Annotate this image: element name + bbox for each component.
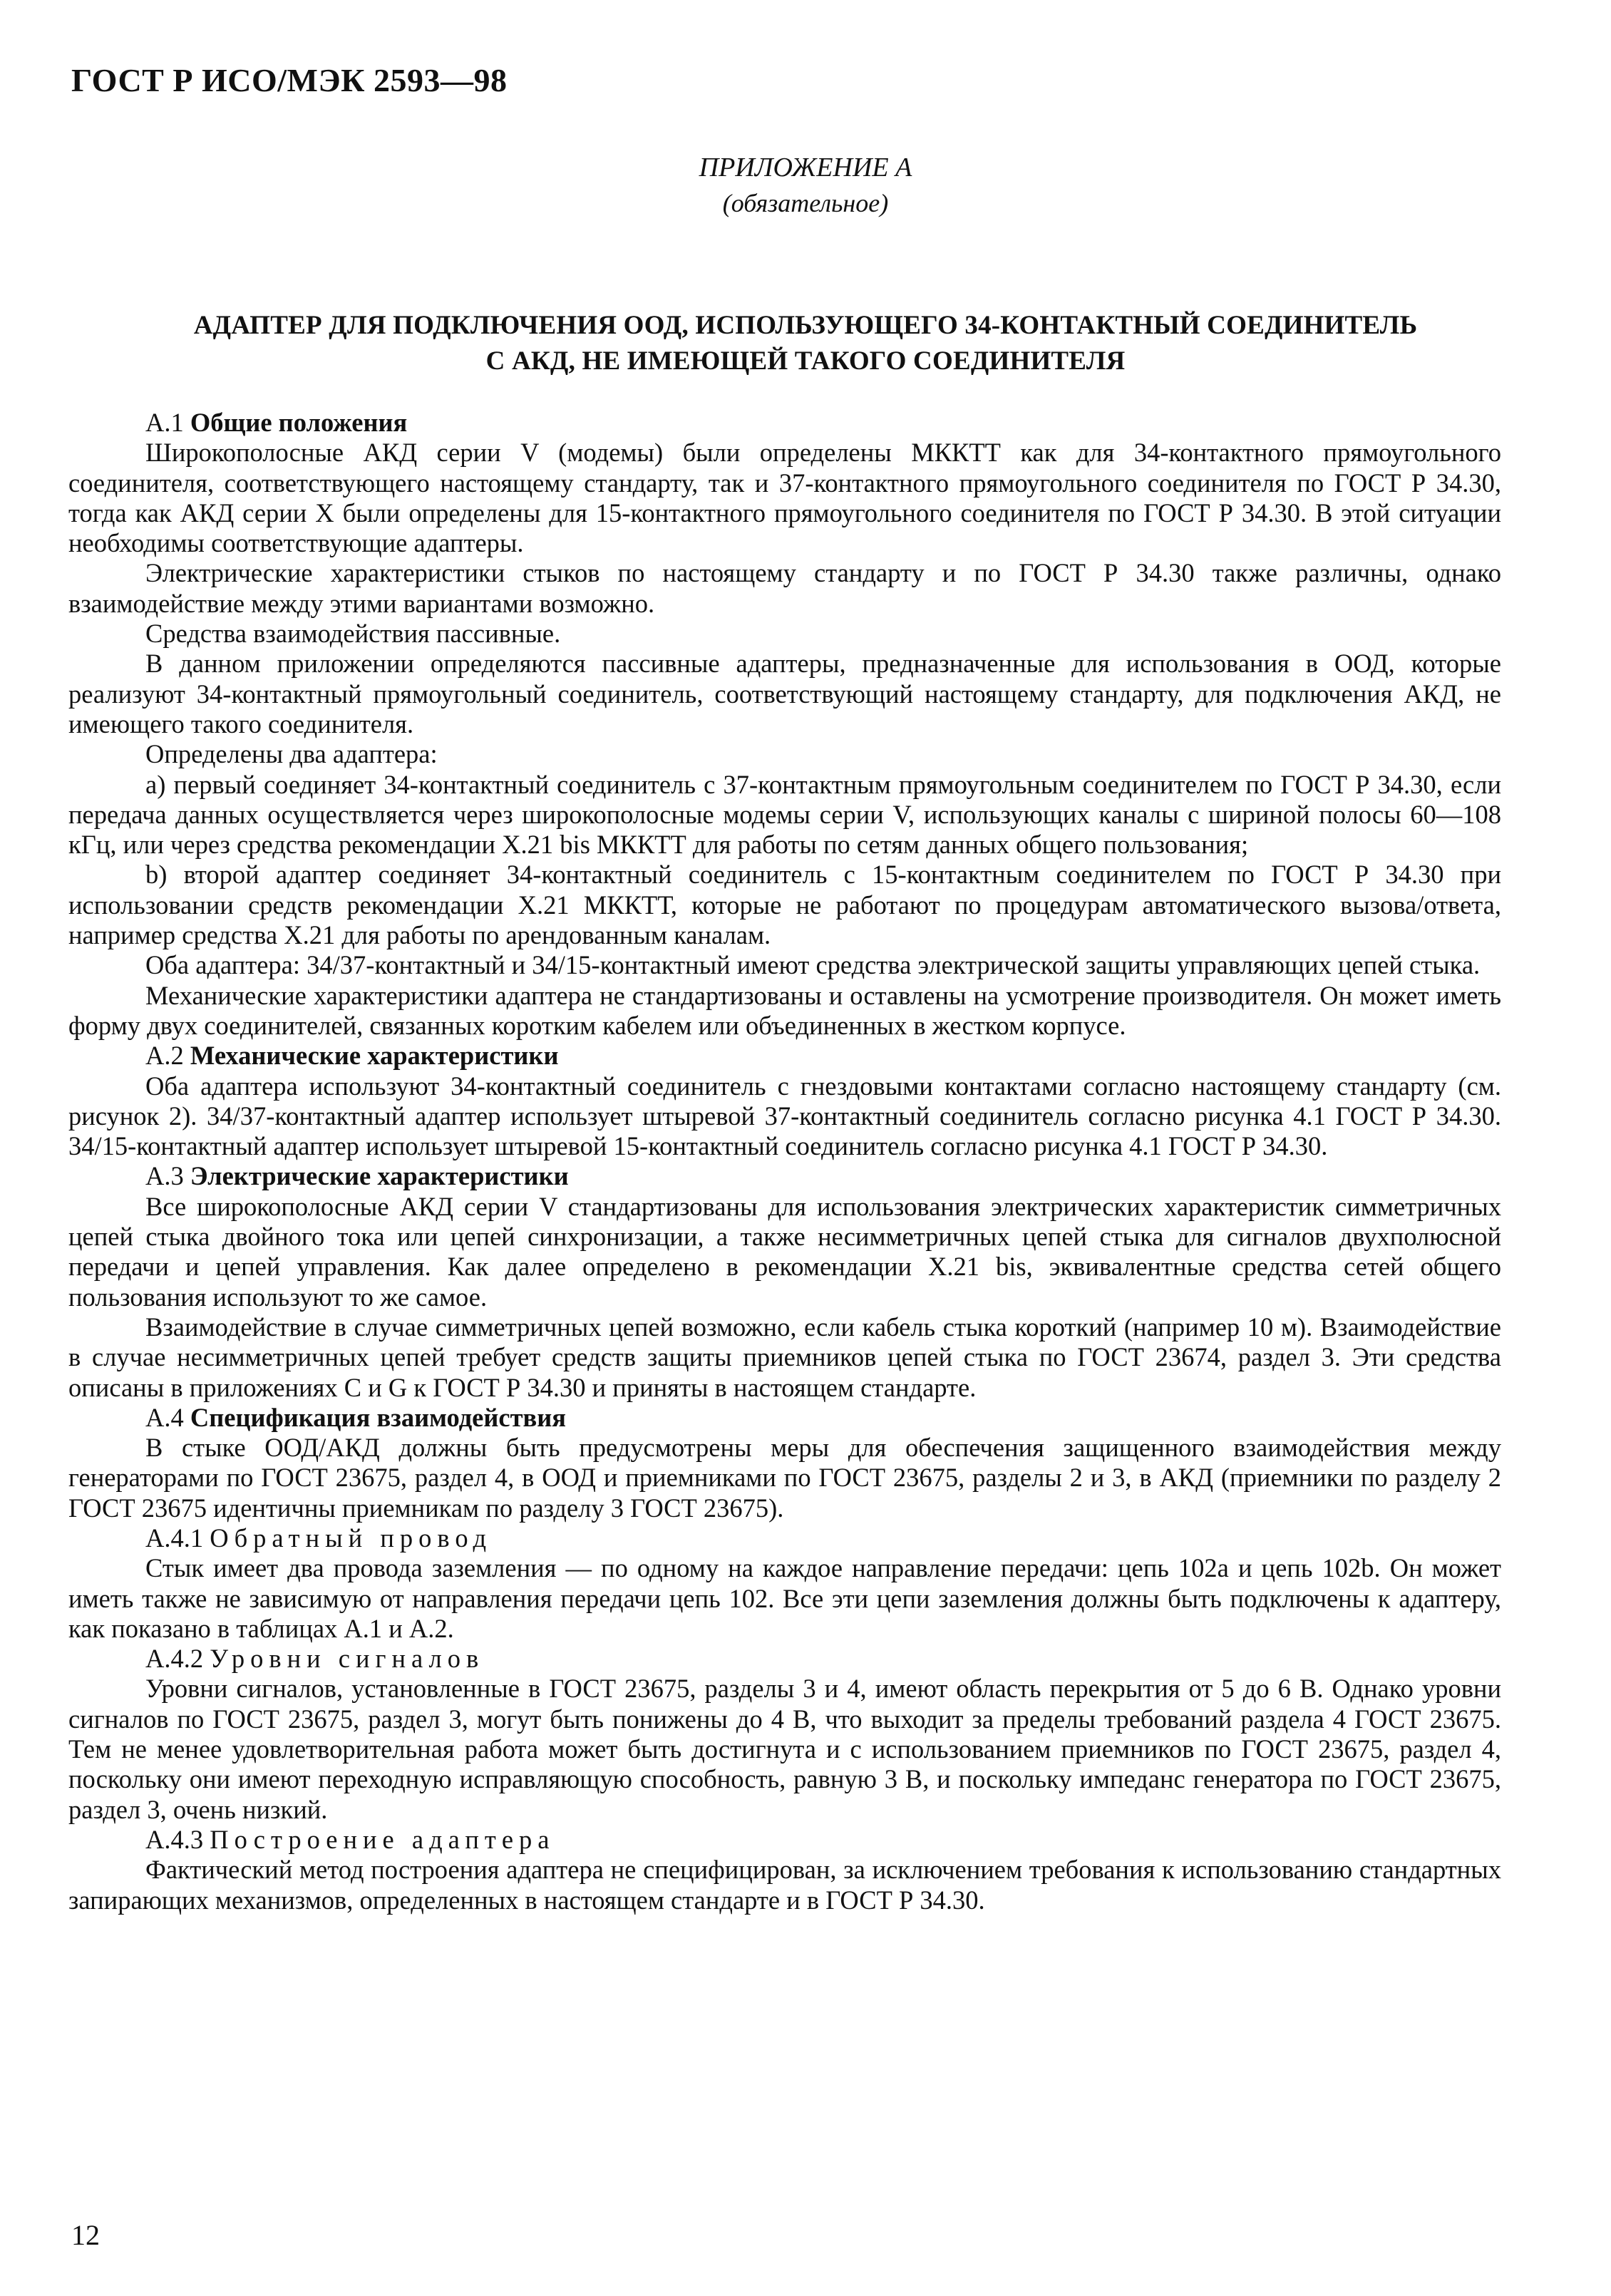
appendix-label — [0, 150, 1611, 221]
section-title: Обратный провод — [210, 1523, 493, 1553]
paragraph: Определены два адаптера: — [145, 739, 438, 769]
paragraph: Оба адаптера: 34/37-контактный и 34/15-контактный имеют средства электрической защиты управляющих цепей стыка. — [145, 950, 1481, 980]
title-line-1: АДАПТЕР ДЛЯ ПОДКЛЮЧЕНИЯ ООД, ИСПОЛЬЗУЮЩЕГО 34-КОНТАКТНЫЙ СОЕДИНИТЕЛЬ — [193, 311, 1418, 340]
paragraph: Взаимодействие в случае симметричных цепей возможно, если кабель стыка короткий (например 10 м). Взаимодействие в случае несимметричных цепей требует средств защиты приемников цепей стыка по ГОСТ 23674, раздел 3. Эти средства описаны в приложениях С и G к ГОСТ Р 34.30 и приняты в настоящем стандарте. — [68, 1312, 1501, 1402]
section-number: А.4.2 — [145, 1644, 204, 1674]
section-number: А.4 — [145, 1402, 184, 1432]
document-body — [68, 408, 1501, 1915]
standard-header: ГОСТ Р ИСО/МЭК 2593—98 — [71, 62, 508, 98]
section-number: А.4.1 — [145, 1523, 204, 1553]
list-item: b) второй адаптер соединяет 34-контактный соединитель с 15-контактным соединителем по ГОСТ Р 34.30 при использовании средств рекомендации X.21 МККТТ, которые не работают по процедурам автоматического вызова/ответа, например средства X.21 для работы по арендованным каналам. — [68, 860, 1501, 950]
list-item: а) первый соединяет 34-контактный соединитель с 37-контактным прямоугольным соединителем по ГОСТ Р 34.30, если передача данных осуществляется через широкополосные модемы серии V, использующих каналы с шириной полосы 60—108 кГц, или через средства рекомендации X.21 bis МККТТ для работы по сетям данных общего пользования; — [68, 769, 1501, 860]
document-title — [100, 308, 1511, 379]
paragraph: Электрические характеристики стыков по настоящему стандарту и по ГОСТ Р 34.30 также различны, однако взаимодействие между этими вариантами возможно. — [68, 558, 1501, 618]
section-heading-a43 — [68, 1825, 1501, 1855]
section-heading-a3 — [68, 1161, 1501, 1191]
section-number: А.1 — [145, 408, 184, 437]
paragraph: В стыке ООД/АКД должны быть предусмотрены меры для обеспечения защищенного взаимодействия между генераторами по ГОСТ 23675, раздел 4, в ООД и приемниками по ГОСТ 23675, разделы 2 и 3, в АКД (приемники по разделу 2 ГОСТ 23675 идентичны приемникам по разделу 3 ГОСТ 23675). — [68, 1433, 1501, 1523]
section-title: Спецификация взаимодействия — [190, 1402, 567, 1432]
paragraph: Все широкополосные АКД серии V стандартизованы для использования электрических характеристик симметричных цепей стыка двойного тока или цепей синхронизации, а также несимметричных цепей стыка для сигналов двухполюсной передачи и цепей управления. Как далее определено в рекомендации X.21 bis, эквивалентные средства сетей общего пользования используют то же самое. — [68, 1191, 1501, 1312]
section-heading-a1 — [68, 408, 1501, 438]
section-number: А.2 — [145, 1041, 184, 1071]
section-heading-a2 — [68, 1041, 1501, 1071]
paragraph: Фактический метод построения адаптера не специфицирован, за исключением требования к использованию стандартных запирающих механизмов, определенных в настоящем стандарте и в ГОСТ Р 34.30. — [68, 1855, 1501, 1915]
section-heading-a41 — [68, 1523, 1501, 1553]
paragraph: Широкополосные АКД серии V (модемы) были определены МККТТ как для 34-контактного прямоугольного соединителя, соответствующего настоящему стандарту, так и 37-контактного прямоугольного соединителя по ГОСТ Р 34.30, тогда как АКД серии X были определены для 15-контактного прямоугольного соединителя по ГОСТ Р 34.30. В этой ситуации необходимы соответствующие адаптеры. — [68, 438, 1501, 558]
appendix-title: ПРИЛОЖЕНИЕ А — [699, 153, 912, 182]
section-title: Уровни сигналов — [210, 1644, 485, 1674]
paragraph: Механические характеристики адаптера не стандартизованы и оставлены на усмотрение производителя. Он может иметь форму двух соединителей, связанных коротким кабелем или объединенных в жестком корпусе. — [68, 980, 1501, 1040]
section-heading-a42 — [68, 1644, 1501, 1674]
section-number: А.4.3 — [145, 1824, 204, 1854]
page-number: 12 — [71, 2219, 100, 2251]
paragraph: В данном приложении определяются пассивные адаптеры, предназначенные для использования в ООД, которые реализуют 34-контактный прямоугольный соединитель, соответствующий настоящему стандарту, для подключения АКД, не имеющего такого соединителя. — [68, 649, 1501, 738]
section-title: Электрические характеристики — [190, 1161, 569, 1191]
title-line-2: С АКД, НЕ ИМЕЮЩЕЙ ТАКОГО СОЕДИНИТЕЛЯ — [485, 346, 1126, 376]
paragraph: Стык имеет два провода заземления — по одному на каждое направление передачи: цепь 102а и цепь 102b. Он может иметь также не зависимую от направления передачи цепь 102. Все эти цепи заземления должны быть подключены к адаптеру, как показано в таблицах А.1 и А.2. — [68, 1553, 1501, 1643]
appendix-status: (обязательное) — [722, 189, 889, 217]
paragraph: Уровни сигналов, установленные в ГОСТ 23675, разделы 3 и 4, имеют область перекрытия от 5 до 6 В. Однако уровни сигналов по ГОСТ 23675, раздел 3, могут быть понижены до 4 В, что выходит за пределы требований раздела 4 ГОСТ 23675. Тем не менее удовлетворительная работа может быть достигнута и с использованием приемников по ГОСТ 23675, раздел 4, поскольку они имеют переходную исправляющую способность, равную 3 В, и поскольку импеданс генератора по ГОСТ 23675, раздел 3, очень низкий. — [68, 1674, 1501, 1824]
section-number: А.3 — [145, 1161, 184, 1191]
section-heading-a4 — [68, 1403, 1501, 1433]
section-title: Общие положения — [190, 408, 408, 437]
section-title: Механические характеристики — [190, 1041, 559, 1071]
paragraph: Оба адаптера используют 34-контактный соединитель с гнездовыми контактами согласно настоящему стандарту (см. рисунок 2). 34/37-контактный адаптер использует штыревой 37-контактный соединитель согласно рисунка 4.1 ГОСТ Р 34.30. 34/15-контактный адаптер использует штыревой 15-контактный соединитель согласно рисунка 4.1 ГОСТ Р 34.30. — [68, 1071, 1501, 1161]
paragraph: Средства взаимодействия пассивные. — [145, 619, 561, 649]
section-title: Построение адаптера — [210, 1824, 555, 1854]
